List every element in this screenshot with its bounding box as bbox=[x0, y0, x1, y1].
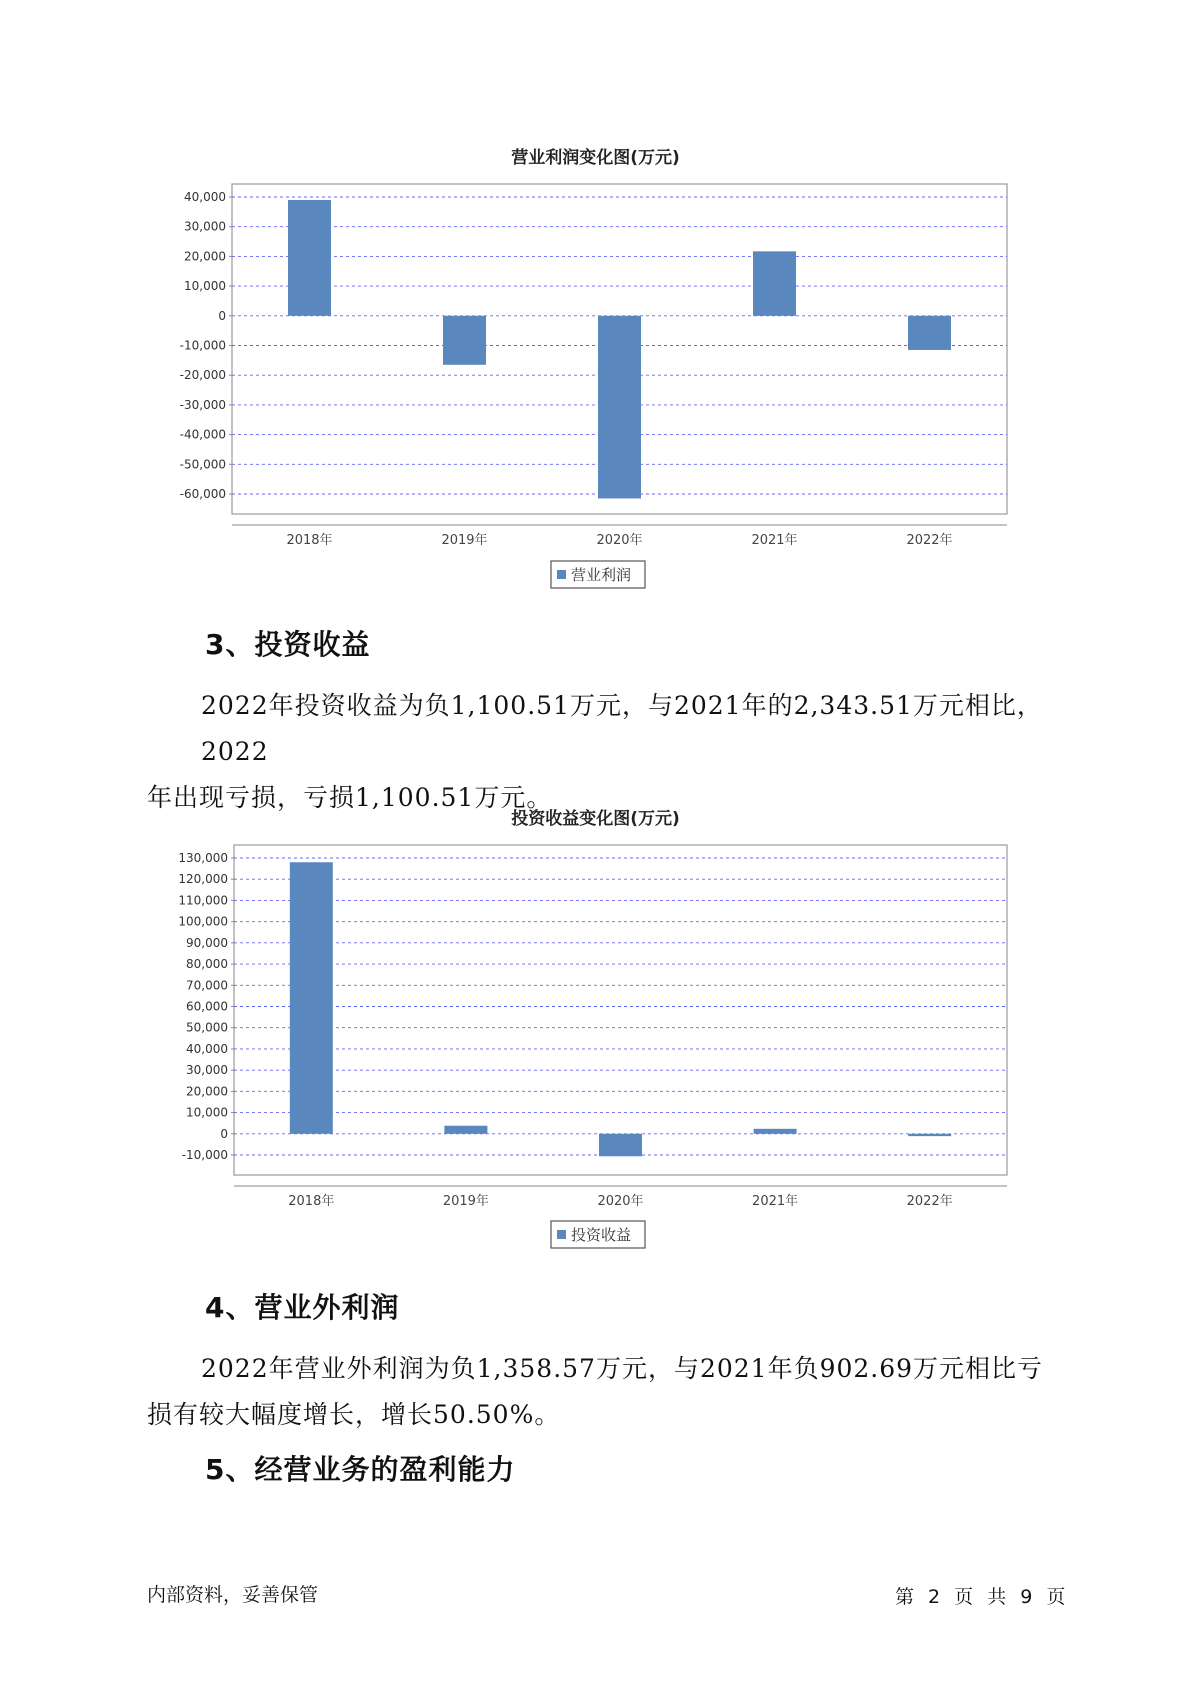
x-tick-label: 2018年 bbox=[288, 1194, 335, 1209]
x-tick-label: 2018年 bbox=[286, 533, 333, 548]
y-tick-label: 110,000 bbox=[178, 893, 228, 908]
y-tick-label: -30,000 bbox=[179, 397, 226, 412]
y-tick-label: 40,000 bbox=[186, 1041, 228, 1056]
bar bbox=[290, 862, 333, 1134]
x-tick-label: 2019年 bbox=[442, 1194, 489, 1209]
legend-swatch bbox=[557, 1230, 566, 1239]
chart-title-operating-profit: 营业利润变化图(万元) bbox=[511, 148, 680, 168]
y-tick-label: 0 bbox=[220, 1126, 228, 1141]
section-heading-investment-income: 3、投资收益 bbox=[205, 628, 371, 661]
y-tick-label: -10,000 bbox=[181, 1148, 228, 1162]
legend-label: 投资收益 bbox=[571, 1226, 632, 1244]
y-tick-label: 0 bbox=[218, 308, 226, 323]
bar bbox=[599, 1134, 642, 1156]
y-tick-label: -10,000 bbox=[179, 338, 226, 353]
y-tick-label: -40,000 bbox=[179, 427, 226, 442]
chart-title-investment-income: 投资收益变化图(万元) bbox=[511, 809, 680, 829]
bar bbox=[754, 1129, 797, 1134]
y-tick-label: 10,000 bbox=[186, 1105, 228, 1120]
x-tick-label: 2019年 bbox=[441, 533, 488, 548]
paragraph-line: 2022年营业外利润为负1,358.57万元，与2021年负902.69万元相比亏 bbox=[201, 1354, 1044, 1383]
plot-frame bbox=[234, 845, 1007, 1175]
x-tick-label: 2022年 bbox=[906, 1194, 953, 1209]
section-paragraph-non-operating-profit bbox=[147, 1346, 1077, 1438]
paragraph-line: 2022年投资收益为负1,100.51万元，与2021年的2,343.51万元相比，2022 bbox=[201, 691, 1043, 766]
y-tick-label: 60,000 bbox=[186, 999, 228, 1014]
y-tick-label: 130,000 bbox=[178, 851, 228, 865]
x-tick-label: 2021年 bbox=[751, 533, 798, 548]
section-heading-operating-profitability: 5、经营业务的盈利能力 bbox=[205, 1453, 516, 1486]
y-tick-label: -60,000 bbox=[179, 487, 226, 501]
x-tick-label: 2021年 bbox=[752, 1194, 799, 1209]
paragraph-line: 年出现亏损，亏损1,100.51万元。 bbox=[147, 783, 553, 812]
y-tick-label: 50,000 bbox=[186, 1020, 228, 1035]
y-tick-label: 90,000 bbox=[186, 935, 228, 950]
y-tick-label: 30,000 bbox=[186, 1063, 228, 1078]
legend-label: 营业利润 bbox=[571, 566, 632, 584]
y-tick-label: 10,000 bbox=[184, 279, 226, 294]
y-tick-label: 100,000 bbox=[178, 914, 228, 929]
y-tick-label: 30,000 bbox=[184, 219, 226, 234]
x-tick-label: 2022年 bbox=[906, 533, 953, 548]
y-tick-label: 120,000 bbox=[178, 872, 228, 887]
y-tick-label: 20,000 bbox=[184, 249, 226, 264]
y-tick-label: 20,000 bbox=[186, 1084, 228, 1099]
footer-confidential-note: 内部资料，妥善保管 bbox=[147, 1584, 319, 1606]
y-tick-label: -20,000 bbox=[179, 368, 226, 383]
section-heading-non-operating-profit: 4、营业外利润 bbox=[205, 1291, 400, 1324]
x-tick-label: 2020年 bbox=[596, 533, 643, 548]
y-tick-label: 80,000 bbox=[186, 957, 228, 972]
bar bbox=[908, 1134, 951, 1136]
y-tick-label: 70,000 bbox=[186, 978, 228, 993]
y-tick-label: -50,000 bbox=[179, 457, 226, 472]
y-tick-label: 40,000 bbox=[184, 190, 226, 204]
x-tick-label: 2020年 bbox=[597, 1194, 644, 1209]
paragraph-line: 损有较大幅度增长，增长50.50%。 bbox=[147, 1400, 561, 1429]
bar bbox=[444, 1126, 487, 1134]
footer-page-number: 第 2 页 共 9 页 bbox=[895, 1586, 1066, 1608]
